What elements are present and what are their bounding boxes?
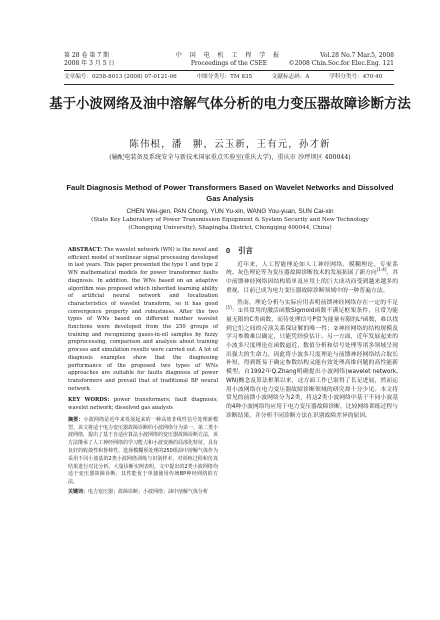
citation: [1-4] [376, 267, 387, 273]
intro-text: ，其中前馈神经网络因结构简单及应用上的巨大成功而受到越来越多的重视，目前已成为电力变压器故障诊断领域中的一种普遍方法。 [226, 270, 398, 294]
keywords-en-text: power transformers; fault diagnosis; wavelet network; dissolved gas analysis [68, 397, 218, 412]
intro-text: 近年来，人工智能理论如人工神经网络、模糊理论、专家系统、灰色理论等为变压器故障诊断技术的发展拓展了新方向 [226, 261, 398, 277]
ids-rule [64, 84, 394, 85]
affiliation-en-line-2: (Chongqing University), Shapingba District, Chongqing 400044, China) [128, 224, 332, 231]
copyright-page: ©2008 Chin.Soc.for Elec.Eng. 121 [288, 60, 394, 67]
article-ids [64, 73, 394, 81]
volume-issue-en: Vol.28 No.7 Mar.5, 2008 [320, 52, 394, 59]
title-en: Fault Diagnosis Method of Power Transformers Based on Wavelet Networks and Dissolved Gas Analysis [66, 183, 394, 203]
affiliation-en [60, 217, 400, 232]
subject-code: 学科分类号：470·40 [329, 74, 383, 80]
left-column [68, 247, 218, 497]
affiliation-cn: (输配电装备及系统安全与新技术国家重点实验室(重庆大学)，重庆市 沙坪坝区 400044) [109, 154, 351, 161]
document-code: 文献标志码：A [271, 74, 310, 80]
intro-text: ：①其常用的激活函数Sigmoid函数不满足框架条件，且常为能量无限的C类函数，而待处理信号P常为能量有限的L²函数，难以找到它们之间的反演关系保证解的唯一性；②神经网络的结构规模及学习参数难以确定，只能凭经验估计。另一方面，近年发展起来的小波多尺度理论在函数逼近、数值分析和信号处理等诸多领域呈现出强大的生命力。因此将小波多尺度理论与前馈神经网络结合取长补短，得到既易于确定参数结构又能有效处理高维问题的高性能新模型。自1992年Q.Zhang明确提出小波网络(wavelet network, WN)概念及算法框架以来，这方面工作已取得了长足进展 [226, 308, 398, 384]
section-heading [226, 247, 398, 256]
volume-issue: 第 28 卷 第 7 期 [64, 52, 109, 59]
issue-date: 2008 年 3 月 5 日 [64, 60, 115, 67]
journal-name-cn: 中 国 电 机 工 程 学 报 [175, 52, 283, 59]
header-right [289, 52, 394, 68]
abstract-en-text: The wavelet network (WN) is the novel and efficient model of nonlinear signal processing developed in last years. This paper presented the type 1 and type 2 WN mathematical models for power transformer faults diagnosis. In addition, the WNs based on an adaptive algorithm was proposed which inherited learning ability of artificial neural network and localization characteristics of wavelet transform, so it has good convergence property and robustness. After the two types of WNs based on different mother wavelet functions were developed from the 250 groups of training and recognizing gases-in-oil samples by fuzzy preprocessing, comparison and analysis about training process and simulation results were carried out. A lot of diagnosis examples show that the diagnosing performance of the proposed two types of WNs approaches are suitable for faults diagnosis of power transformers and prevail that of traditional BP neural network. [68, 247, 218, 392]
intro-paragraph-2 [226, 299, 398, 421]
article-number: 文章编号：0258-8013 (2008) 07-0121-06 [64, 74, 177, 80]
keywords-cn [68, 489, 218, 497]
abstract-cn [68, 417, 218, 487]
intro-paragraph-1 [226, 261, 398, 296]
abstract-en-label: ABSTRACT: [68, 247, 103, 253]
keywords-cn-label: 关键词： [68, 488, 89, 495]
authors-en: CHEN Wei-gen, PAN Chong, YUN Yu-xin, WANG You-yuan, SUN Cai-xin [126, 208, 334, 215]
abstract-cn-label: 摘要： [68, 416, 84, 423]
citation: [5] [226, 305, 232, 311]
right-column [226, 247, 398, 423]
intro-text: ，然而运用小波网络在电力变压器故障诊断领域的研究却十分少见。本文将常见的前馈小波网络分为2类，将这2类小波网络中基于不同小波基的4种小波网络均应用于电力变压器故障诊断，比较网络训练过程与诊断结果，并分析不同诊断方法在识别故障差异的原因。 [226, 377, 398, 419]
header-rule [64, 70, 394, 71]
title-cn: 基于小波网络及油中溶解气体分析的电力变压器故障诊断方法 [49, 97, 411, 112]
authors-cn: 陈伟根，潘 翀，云玉新，王有元，孙才新 [129, 139, 331, 150]
keywords-en [68, 397, 218, 412]
abstract-en [68, 247, 218, 393]
affiliation-en-line-1: (State Key Laboratory of Power Transmission Equipment & System Security and New Technology [91, 217, 369, 223]
journal-name-en: Proceedings of the CSEE [190, 60, 268, 67]
abstract-cn-text: 小波网络是近年来发展起来的一种高效非线性信号处理新模型。该文将适于电力变压器故障诊断的小波网络分为第一、第二类小波网络，提出了基于自适应算法小波网络的变压器故障诊断方法，该方法继承了人工神经网络的学习能力和小波变换的局部化特征，具有良好的收敛性和鲁棒性。选择模糊预处理的250组油中溶解气体作为采用不同小波基的2类小波网络训练与识别样本，对训练过程和仿真结果进行对比分析。大量诊断实例表明，文中提出的2类小波网络均适于变压器故障诊断，其性能优于单独使用传统BP神经网络的方法。 [68, 416, 219, 486]
intro-text: 然而，理论分析与实际应用表明前馈神经网络存在一定的不足 [237, 299, 398, 306]
clc-number: 中图分类号：TM 835 [196, 74, 253, 80]
keywords-en-label: KEY WORDS: [68, 397, 110, 404]
keywords-cn-text: 电力变压器；故障诊断；小波网络；油中溶解气体分析 [88, 488, 209, 495]
section-title: 引言 [238, 246, 253, 255]
section-number: 0 [226, 246, 231, 255]
